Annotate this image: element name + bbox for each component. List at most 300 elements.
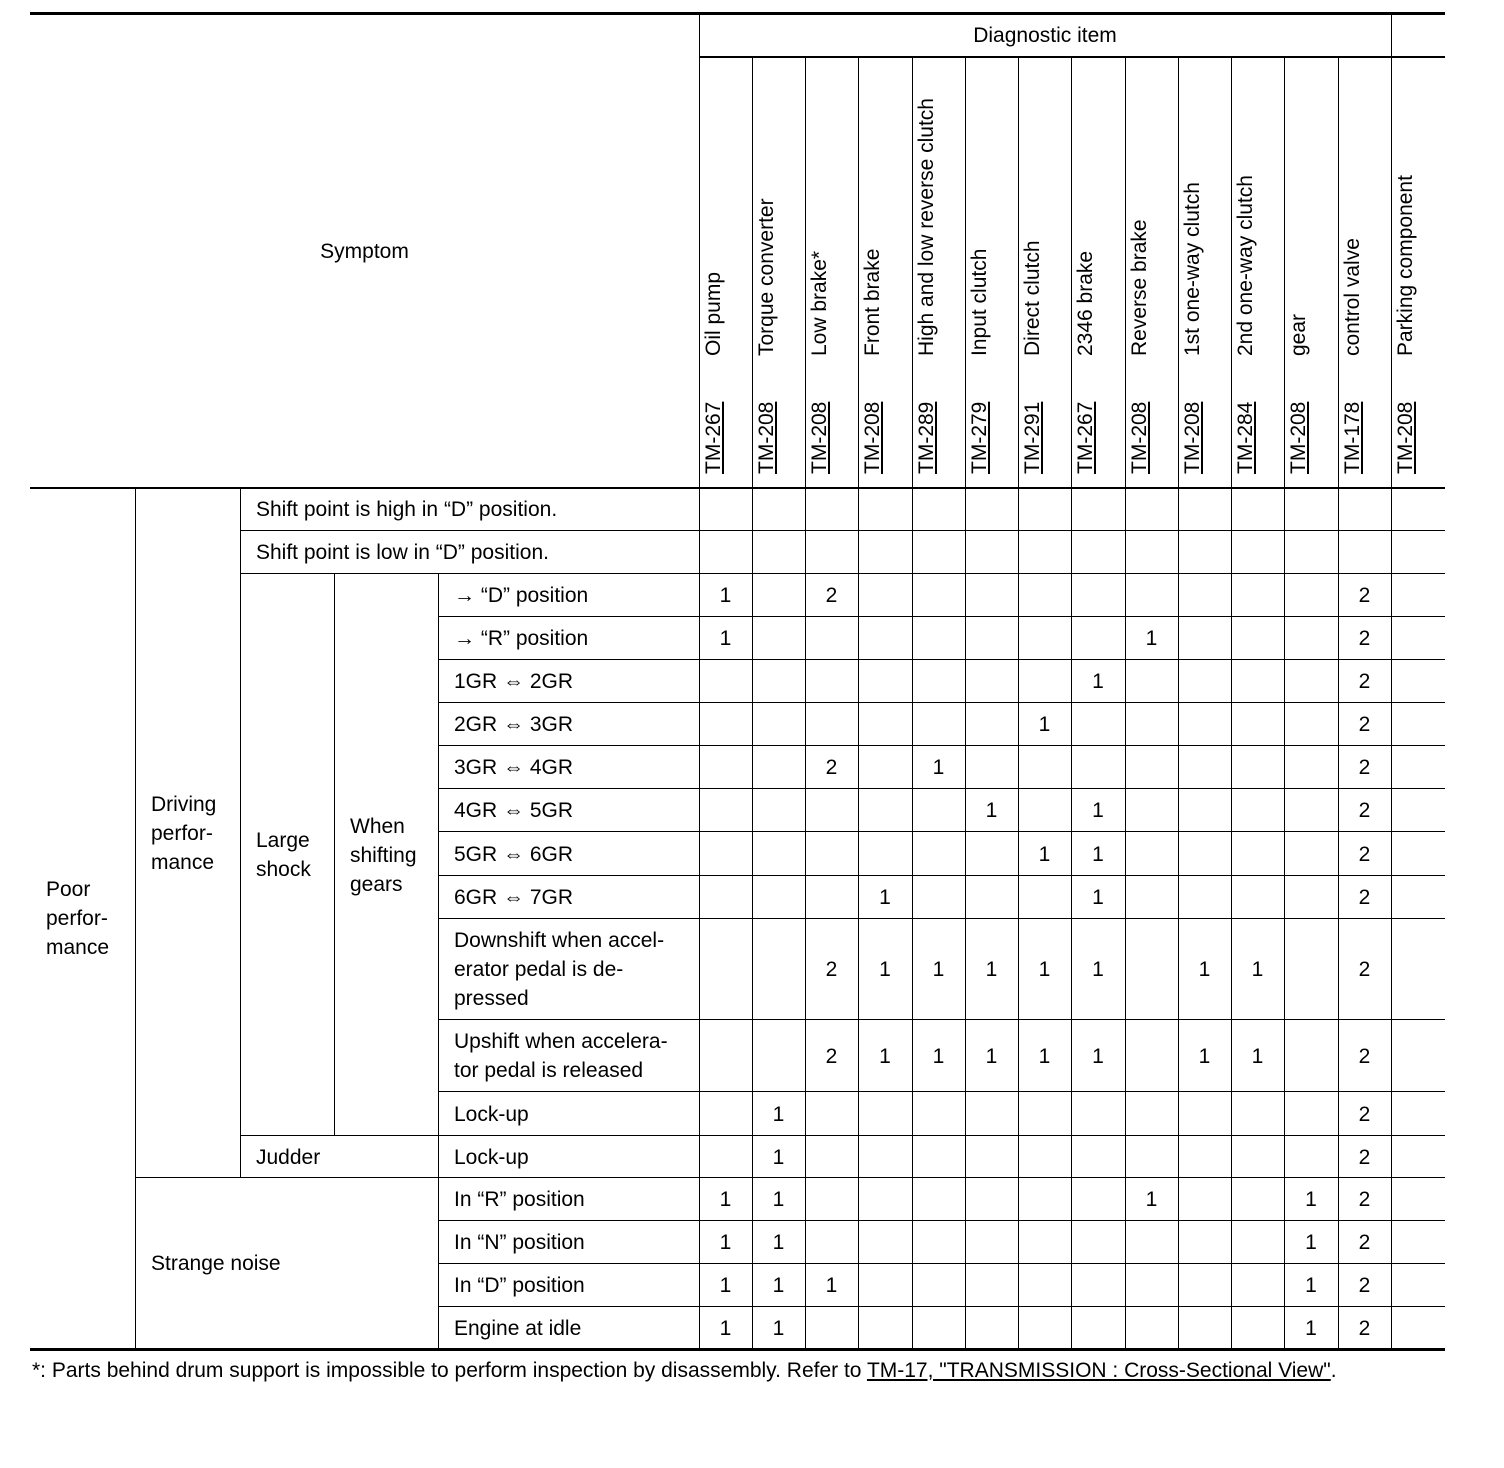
column-ref-link[interactable]: TM-208: [1287, 401, 1310, 474]
table-cell: [858, 789, 912, 832]
table-cell: [805, 1092, 858, 1136]
row-label-engine-at-idle: Engine at idle: [454, 1316, 582, 1340]
table-cell: [912, 1264, 965, 1307]
table-cell: [805, 703, 858, 746]
row-label-in-d-position: In “D” position: [454, 1274, 585, 1297]
table-cell: 1: [772, 1102, 785, 1126]
table-bottom-border: [30, 1348, 1445, 1351]
column-ref-link[interactable]: TM-208: [1128, 401, 1151, 474]
table-cell: [805, 660, 858, 703]
table-cell: [1125, 531, 1178, 574]
table-cell: [1391, 1264, 1444, 1307]
table-cell: 1: [1145, 627, 1158, 650]
table-cell: 1: [825, 1274, 838, 1297]
table-cell: [858, 1136, 912, 1178]
table-cell: [752, 660, 805, 703]
column-divider: [752, 56, 753, 1349]
column-name: Direct clutch: [1021, 240, 1044, 356]
table-cell: [1178, 789, 1231, 832]
table-cell: 1: [719, 584, 732, 607]
table-cell: 2: [1358, 1044, 1371, 1068]
table-cell: [1125, 488, 1178, 531]
table-cell: [1231, 1221, 1284, 1264]
table-cell: [965, 746, 1018, 789]
table-cell: 1: [879, 1044, 891, 1068]
table-cell: [805, 789, 858, 832]
table-cell: [1178, 617, 1231, 660]
table-cell: [1018, 1136, 1071, 1178]
table-cell: [1178, 832, 1231, 876]
table-cell: [858, 703, 912, 746]
table-cell: [699, 876, 752, 919]
table-cell: 2: [825, 1044, 838, 1068]
table-cell: [752, 617, 805, 660]
table-cell: [1125, 660, 1178, 703]
table-cell: [699, 1020, 752, 1092]
table-cell: [1391, 746, 1444, 789]
table-cell: [1125, 746, 1178, 789]
table-cell: [912, 617, 965, 660]
footnote-suffix: .: [1330, 1359, 1337, 1382]
group-judder: Judder: [256, 1145, 321, 1169]
table-cell: 2: [1358, 1145, 1371, 1169]
row-divider: [438, 1220, 1445, 1221]
table-cell: [752, 919, 805, 1020]
table-cell: 1: [719, 1274, 732, 1297]
table-cell: [1178, 1178, 1231, 1221]
table-cell: [1125, 1092, 1178, 1136]
table-cell: [1071, 1221, 1125, 1264]
table-cell: [699, 832, 752, 876]
row-label-downshift-when-accel-erator-pedal-is-de-pressed: Downshift when accel- erator pedal is de- pressed: [454, 929, 665, 1010]
group-poor-performance: Poor perfor- mance: [46, 878, 110, 959]
column-divider: [1231, 56, 1232, 1349]
table-cell: [912, 832, 965, 876]
column-divider: [135, 488, 136, 1349]
table-cell: [1178, 488, 1231, 531]
footnote: [32, 1355, 1444, 1386]
table-cell: 1: [1038, 842, 1051, 866]
table-cell: [1391, 488, 1444, 531]
table-cell: [1284, 617, 1338, 660]
table-cell: 1: [1038, 713, 1051, 736]
column-name: High and low reverse clutch: [915, 98, 938, 356]
table-cell: [912, 574, 965, 617]
table-cell: [912, 1136, 965, 1178]
table-cell: [1391, 531, 1444, 574]
column-ref-link[interactable]: TM-291: [1021, 401, 1044, 474]
table-cell: 2: [1358, 886, 1371, 909]
column-ref-link[interactable]: TM-267: [1074, 401, 1097, 474]
table-cell: [1231, 1136, 1284, 1178]
column-divider: [1338, 56, 1339, 1349]
table-cell: 2: [1358, 958, 1371, 981]
table-cell: [965, 832, 1018, 876]
table-cell: [1071, 1264, 1125, 1307]
table-cell: [965, 1221, 1018, 1264]
symptom-header: Symptom: [320, 239, 409, 263]
column-name: Torque converter: [755, 198, 778, 356]
row-divider: [438, 1306, 1445, 1307]
table-cell: [1178, 1092, 1231, 1136]
table-cell: [1391, 789, 1444, 832]
table-cell: 1: [1038, 1044, 1051, 1068]
table-cell: 1: [879, 958, 891, 981]
table-cell: [1018, 789, 1071, 832]
table-cell: [1231, 531, 1284, 574]
table-cell: [1284, 789, 1338, 832]
table-cell: 1: [1305, 1316, 1317, 1340]
header-bottom-rule: [30, 487, 1445, 489]
table-cell: [1125, 789, 1178, 832]
table-cell: [1125, 832, 1178, 876]
table-cell: 2: [825, 958, 838, 981]
row-divider: [438, 659, 1445, 660]
table-cell: [1231, 789, 1284, 832]
table-cell: [1018, 876, 1071, 919]
column-ref-link[interactable]: TM-208: [1394, 401, 1417, 474]
table-cell: [752, 531, 805, 574]
table-cell: [805, 488, 858, 531]
table-cell: [699, 703, 752, 746]
row-divider: [438, 1091, 1445, 1092]
table-cell: [1231, 488, 1284, 531]
row-label-1gr-2gr: 1GR ⇔ 2GR: [454, 670, 574, 693]
table-cell: 1: [719, 627, 732, 650]
table-cell: [1284, 919, 1338, 1020]
column-divider: [965, 56, 966, 1349]
table-cell: [965, 617, 1018, 660]
table-cell: 1: [772, 1231, 785, 1254]
table-cell: [1178, 1307, 1231, 1349]
table-cell: 2: [1358, 1231, 1371, 1254]
table-cell: 1: [1092, 886, 1104, 909]
table-cell: [1284, 1136, 1338, 1178]
table-cell: [1178, 746, 1231, 789]
table-cell: [1391, 1092, 1444, 1136]
table-cell: [752, 703, 805, 746]
column-name: 1st one-way clutch: [1181, 182, 1204, 356]
table-cell: [858, 574, 912, 617]
table-cell: [1018, 574, 1071, 617]
table-cell: [1231, 832, 1284, 876]
row-label-3gr-4gr: 3GR ⇔ 4GR: [454, 756, 574, 779]
column-divider: [858, 56, 859, 1349]
table-cell: [805, 1178, 858, 1221]
table-cell: 2: [1358, 713, 1371, 736]
table-cell: [1284, 574, 1338, 617]
table-cell: [699, 746, 752, 789]
table-cell: [699, 1136, 752, 1178]
column-ref-link[interactable]: TM-178: [1341, 401, 1364, 474]
row-label-5gr-6gr: 5GR ⇔ 6GR: [454, 842, 574, 866]
table-cell: [1231, 1092, 1284, 1136]
table-cell: [1231, 1178, 1284, 1221]
table-cell: [1125, 574, 1178, 617]
table-cell: 1: [1092, 842, 1104, 866]
table-cell: [912, 876, 965, 919]
table-cell: [965, 574, 1018, 617]
table-cell: [699, 789, 752, 832]
table-cell: [699, 660, 752, 703]
table-cell: [965, 1136, 1018, 1178]
table-cell: [1018, 746, 1071, 789]
table-cell: [1338, 488, 1391, 531]
table-cell: [1231, 703, 1284, 746]
table-cell: 1: [1305, 1188, 1317, 1211]
row-label-upshift-when-accelera-tor-pedal-is-released: Upshift when accelera- tor pedal is released: [454, 1030, 668, 1082]
table-cell: [1231, 1264, 1284, 1307]
table-cell: [1018, 1307, 1071, 1349]
table-cell: 1: [985, 799, 998, 822]
table-cell: [965, 488, 1018, 531]
table-cell: [1071, 617, 1125, 660]
table-cell: [1284, 832, 1338, 876]
table-cell: 2: [1358, 1316, 1371, 1340]
table-cell: 2: [825, 584, 838, 607]
table-cell: [1018, 1221, 1071, 1264]
column-ref-link[interactable]: TM-208: [808, 401, 831, 474]
table-cell: [752, 789, 805, 832]
table-cell: 2: [1358, 1274, 1371, 1297]
column-divider: [1178, 56, 1179, 1349]
table-cell: [912, 660, 965, 703]
table-cell: [1178, 1136, 1231, 1178]
table-cell: [858, 617, 912, 660]
table-cell: [1178, 531, 1231, 574]
table-cell: [1231, 1307, 1284, 1349]
table-cell: 1: [1092, 670, 1104, 693]
column-name: gear: [1287, 313, 1310, 356]
table-cell: 1: [932, 1044, 945, 1068]
table-cell: 1: [1251, 1044, 1264, 1068]
table-cell: [1125, 1221, 1178, 1264]
table-cell: 2: [1358, 1188, 1371, 1211]
table-cell: 1: [1305, 1231, 1317, 1254]
table-cell: [1391, 876, 1444, 919]
column-name: Parking component: [1394, 175, 1417, 356]
column-name: Low brake*: [808, 250, 831, 356]
row-label-6gr-7gr: 6GR ⇔ 7GR: [454, 886, 574, 909]
table-cell: [752, 746, 805, 789]
row-label-4gr-5gr: 4GR ⇔ 5GR: [454, 799, 574, 822]
table-cell: [1178, 1264, 1231, 1307]
table-cell: [1178, 660, 1231, 703]
table-cell: [1391, 1178, 1444, 1221]
table-cell: [1231, 660, 1284, 703]
column-divider: [1125, 56, 1126, 1349]
table-cell: 2: [1358, 584, 1371, 607]
table-cell: 1: [1305, 1274, 1317, 1297]
table-cell: [1071, 1307, 1125, 1349]
column-divider: [438, 574, 439, 1349]
table-cell: [1391, 832, 1444, 876]
table-top-border: [30, 12, 1445, 15]
table-cell: [965, 1178, 1018, 1221]
table-cell: 2: [1358, 799, 1371, 822]
table-cell: [805, 876, 858, 919]
table-cell: 2: [1358, 756, 1371, 779]
table-cell: [699, 488, 752, 531]
table-cell: [912, 1221, 965, 1264]
column-divider: [1071, 56, 1072, 1349]
table-cell: [1125, 919, 1178, 1020]
table-cell: [1284, 1092, 1338, 1136]
table-cell: [752, 832, 805, 876]
column-name: Reverse brake: [1128, 219, 1151, 356]
row-divider: [438, 616, 1445, 617]
table-cell: 1: [1092, 799, 1104, 822]
table-cell: 1: [772, 1145, 785, 1169]
table-cell: 1: [985, 958, 998, 981]
table-cell: [1018, 488, 1071, 531]
table-cell: [1178, 876, 1231, 919]
column-ref-link[interactable]: TM-284: [1234, 401, 1257, 474]
column-ref-link[interactable]: TM-267: [702, 401, 725, 474]
column-ref-link[interactable]: TM-208: [861, 401, 884, 474]
group-strange-noise: Strange noise: [151, 1252, 281, 1275]
table-cell: [805, 1221, 858, 1264]
table-cell: [1231, 574, 1284, 617]
group-when-shifting-gears: When shifting gears: [350, 814, 417, 896]
column-ref-link[interactable]: TM-208: [1181, 401, 1204, 474]
table-cell: 2: [1358, 1102, 1371, 1126]
row-divider: [240, 1135, 438, 1136]
table-cell: [965, 1092, 1018, 1136]
table-cell: [912, 789, 965, 832]
table-cell: [1125, 1020, 1178, 1092]
table-cell: [1284, 876, 1338, 919]
row-divider: [240, 573, 1445, 574]
row-label-r-position: → “R” position: [454, 627, 589, 650]
table-cell: [858, 660, 912, 703]
row-label-in-r-position: In “R” position: [454, 1188, 585, 1211]
table-cell: 2: [1358, 627, 1371, 650]
row-divider: [438, 788, 1445, 789]
table-cell: [912, 1307, 965, 1349]
table-cell: [1391, 574, 1444, 617]
table-cell: [1178, 703, 1231, 746]
table-cell: [1284, 703, 1338, 746]
table-cell: [1018, 531, 1071, 574]
table-cell: [1018, 1092, 1071, 1136]
table-cell: 2: [825, 756, 838, 779]
table-cell: [1071, 1136, 1125, 1178]
table-cell: [1391, 1307, 1444, 1349]
table-cell: [1071, 1092, 1125, 1136]
table-cell: [1071, 488, 1125, 531]
table-cell: 1: [932, 756, 945, 779]
table-cell: 1: [1145, 1188, 1158, 1211]
column-divider: [912, 56, 913, 1349]
column-ref-link[interactable]: TM-279: [968, 401, 991, 474]
table-cell: [752, 488, 805, 531]
column-ref-link[interactable]: TM-208: [755, 401, 778, 474]
table-cell: [858, 832, 912, 876]
table-cell: 1: [985, 1044, 998, 1068]
table-cell: [912, 703, 965, 746]
column-name: 2nd one-way clutch: [1234, 175, 1257, 356]
table-cell: [1071, 746, 1125, 789]
table-cell: [1391, 617, 1444, 660]
column-divider: [699, 14, 700, 1349]
table-cell: [858, 746, 912, 789]
table-cell: 1: [1198, 958, 1211, 981]
table-cell: [858, 1307, 912, 1349]
table-cell: [1284, 488, 1338, 531]
table-cell: [858, 1092, 912, 1136]
cross-sectional-view-link[interactable]: TM-17, "TRANSMISSION : Cross-Sectional View": [866, 1359, 1331, 1382]
table-cell: [752, 876, 805, 919]
table-cell: [1018, 617, 1071, 660]
table-cell: [1125, 1264, 1178, 1307]
footnote-text: *: Parts behind drum support is impossible to perform inspection by disassembly. Refer to: [32, 1359, 867, 1382]
table-cell: [1125, 876, 1178, 919]
table-cell: [1284, 746, 1338, 789]
table-cell: [912, 1092, 965, 1136]
row-divider: [438, 918, 1445, 919]
table-cell: [805, 832, 858, 876]
table-cell: [1125, 703, 1178, 746]
table-cell: [912, 1178, 965, 1221]
table-cell: 1: [719, 1231, 732, 1254]
table-cell: [1071, 703, 1125, 746]
table-cell: [1178, 1221, 1231, 1264]
table-cell: [1018, 1264, 1071, 1307]
table-cell: [965, 703, 1018, 746]
table-cell: 2: [1358, 842, 1371, 866]
table-cell: [699, 531, 752, 574]
table-cell: [752, 1020, 805, 1092]
table-cell: [965, 876, 1018, 919]
table-cell: [965, 531, 1018, 574]
table-cell: 1: [719, 1316, 732, 1340]
column-ref-link[interactable]: TM-289: [915, 401, 938, 474]
table-cell: [1391, 703, 1444, 746]
column-divider: [1018, 56, 1019, 1349]
table-cell: [699, 919, 752, 1020]
table-cell: [1071, 1178, 1125, 1221]
table-cell: [805, 531, 858, 574]
table-cell: [858, 1221, 912, 1264]
table-cell: [1125, 1136, 1178, 1178]
row-divider: [240, 530, 1445, 531]
table-cell: [805, 617, 858, 660]
table-cell: [1071, 531, 1125, 574]
table-cell: [1125, 1307, 1178, 1349]
table-cell: 1: [772, 1188, 785, 1211]
table-cell: [805, 1307, 858, 1349]
table-cell: [1338, 531, 1391, 574]
table-cell: [1071, 574, 1125, 617]
table-cell: [1284, 1020, 1338, 1092]
table-cell: [858, 488, 912, 531]
row-divider: [438, 1263, 1445, 1264]
table-cell: [1391, 919, 1444, 1020]
table-cell: [858, 1264, 912, 1307]
table-cell: [699, 1092, 752, 1136]
column-divider: [240, 488, 241, 1178]
diagnostic-item-header: Diagnostic item: [973, 23, 1117, 47]
row-divider: [438, 1019, 1445, 1020]
table-cell: [912, 488, 965, 531]
column-name: Input clutch: [968, 248, 991, 356]
row-divider: [135, 1177, 1445, 1178]
column-name: control valve: [1341, 238, 1364, 356]
row-label-lock-up: Lock-up: [454, 1145, 529, 1169]
column-divider: [805, 56, 806, 1349]
table-cell: 1: [1038, 958, 1051, 981]
